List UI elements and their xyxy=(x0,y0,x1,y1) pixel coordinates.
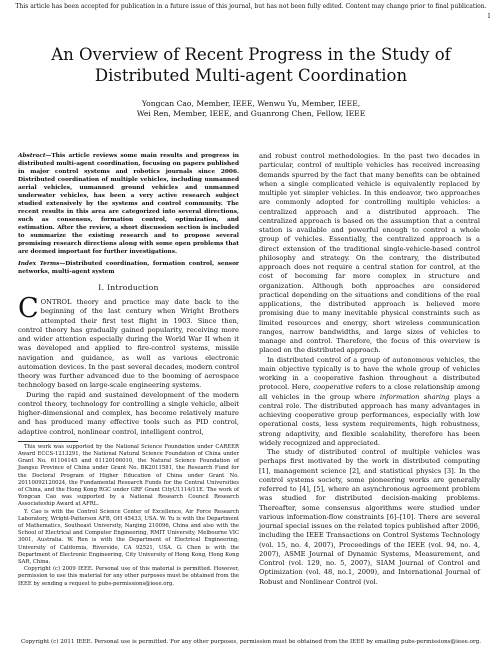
title-line-1: An Overview of Recent Progress in the Study of xyxy=(51,45,451,64)
emphasis-cooperative: cooperative xyxy=(313,383,354,392)
right-paragraph-2-part-c: plays a central role. The distributed approach has many advantages in achieving cooperative group performances, especially with low operational costs, less system requirements, high robustness, strong adaptivity, and flexible scalability, therefore has been widely recognized and appreciated. xyxy=(259,392,480,447)
footnote-affiliations: Y. Cao is with the Control Science Center of Excellence, Air Force Research Laboratory, Wright-Patterson AFB, OH 45433, USA. W. Yu is with the Department of Mathematics, Southeast University, Nanjing 210096, China and also with the School of Electrical and Computer Engineering, RMIT University, Melbourne VIC 3001, Australia. W. Ren is with the Department of Electrical Engineering, University of California, Riverside, CA 92521, USA. G. Chen is with the Department of Electronic Engineering, City University of Hong Kong, Hong Kong SAR, China. xyxy=(18,508,239,565)
authors-line-2: Wei Ren, Member, IEEE, and Guanrong Chen, Fellow, IEEE xyxy=(136,109,366,118)
section-heading-introduction: I. Introduction xyxy=(98,283,159,292)
authors-line-1: Yongcan Cao, Member, IEEE, Wenwu Yu, Member, IEEE, xyxy=(141,99,361,108)
intro-paragraph-1-text: ONTROL theory and practice may date back to the beginning of the last century when Wright Brothers attempted their first test flight in 1903. Since then, control theory has gradually gained popularity, receiving more and wider attention especially during the World War II when it was developed and applied to fire-control systems, missile navigation and guidance, as well as various electronic automation devices. In the past several decades, modern control theory was further advanced due to the booming of aerospace technology based on large-scale engineering systems. xyxy=(18,298,239,390)
index-terms-label: Index Terms xyxy=(18,261,60,267)
abstract-text: —This article reviews some main results and progress in distributed multi-agent coordination, focusing on papers published in major control systems and robotics journals since 2006. Distributed coordination of multiple vehicles, including unmanned aerial vehicles, unmanned ground vehicles and unmanned underwater vehicles, has been a very active research subject studied extensively by the systems and control community. The recent results in this area are categorized into several directions, such as consensus, formation control, optimization, and estimation. After the review, a short discussion section is included to summarize the existing research and to propose several promising research directions along with some open problems that are deemed important for further investigations. xyxy=(18,153,239,255)
right-paragraph-2-part-b: refers to a close relationship among all vehicles in the group where xyxy=(259,383,481,401)
publication-status-banner: This article has been accepted for publication in a future issue of this journal, but has not been fully edited. Content may change prior to final publication. xyxy=(15,3,487,10)
abstract xyxy=(18,152,239,256)
page-number: 1 xyxy=(487,13,491,20)
title-line-2: Distributed Multi-agent Coordination xyxy=(94,66,408,85)
drop-cap: C xyxy=(18,293,39,324)
intro-paragraph-2: During the rapid and sustained development of the modern control theory, technology for controlling a single vehicle, albeit higher-dimensional and complex, has become relatively mature and has produced many effective tools such as PID control, adaptive control, nonlinear control, intelligent control, xyxy=(18,390,239,436)
copyright-footer: Copyright (c) 2011 IEEE. Personal use is permitted. For any other purposes, permission must be obtained from the IEEE by emailing pubs-permissions@ieee.org. xyxy=(20,639,482,645)
index-terms xyxy=(18,260,239,276)
author-list xyxy=(0,99,502,119)
right-paragraph-2-part-a: In distributed control of a group of autonomous vehicles, the main objective typically is to have the whole group of vehicles working in a cooperative fashion throughout a distributed protocol. Here, xyxy=(259,355,480,392)
footnote-copyright: Copyright (c) 2009 IEEE. Personal use of this material is permitted. However, permission to use this material for any other purposes must be obtained from the IEEE by sending a request to pubs-permissions@ieee.org. xyxy=(18,566,239,587)
right-paragraph-2 xyxy=(259,356,480,449)
paper-title xyxy=(0,44,502,86)
abstract-label: Abstract xyxy=(18,153,46,159)
footnote-funding: This work was supported by the National Science Foundation under CAREER Award ECCS-1213291, the National Natural Science Foundation of China under Grant No. 61104145 and 61120106010, the Natural Science Foundation of Jiangsu Province of China under Grant No. BK2011581, the Research Fund for the Doctoral Program of Higher Education of China under Grant No. 20110092120024, the Fundamental Research Funds for the Central Universities of China, and the Hong Kong RGC under GRF Grant CityU1114/11E. The work of Yongcan Cao was supported by a National Research Council Research Associateship Award at AFRL. xyxy=(18,443,239,508)
left-column xyxy=(18,152,239,588)
index-terms-text: —Distributed coordination, formation control, sensor networks, multi-agent system xyxy=(18,261,239,275)
right-column xyxy=(259,152,480,587)
right-paragraph-1: and robust control methodologies. In the past two decades in particular, control of multiple vehicles has received increasing demands spurred by the fact that many benefits can be obtained when a single complicated vehicle is equivalently replaced by multiple yet simpler vehicles. In this endeavor, two approaches are commonly adopted for controlling multiple vehicles: a centralized approach and a distributed approach. The centralized approach is based on the assumption that a central station is available and powerful enough to control a whole group of vehicles. Essentially, the centralized approach is a direct extension of the traditional single-vehicle-based control philosophy and strategy. On the contrary, the distributed approach does not require a central station for control, at the cost of becoming far more complex in structure and organization. Although both approaches are considered practical depending on the situations and conditions of the real applications, the distributed approach is believed more promising due to many inevitable physical constraints such as limited resources and energy, short wireless communication ranges, narrow bandwidths, and large sizes of vehicles to manage and control. Therefore, the focus of this overview is placed on the distributed approach. xyxy=(259,152,480,355)
emphasis-information-sharing: information sharing xyxy=(379,392,450,401)
intro-paragraph-1 xyxy=(18,293,239,391)
right-paragraph-3: The study of distributed control of multiple vehicles was perhaps first motivated by the work in distributed computing [1], management science [2], and statistical physics [3]. In the control systems society, some pioneering works are generally referred to [4], [5], where an asynchronous agreement problem was studied for distributed decision-making problems. Thereafter, some consensus algorithms were studied under various information-flow constraints [6]–[10]. There are several journal special issues on the related topics published after 2006, including the IEEE Transactions on Control Systems Technology (vol. 15, no. 4, 2007), Proceedings of the IEEE (vol. 94, no. 4, 2007), ASME Journal of Dynamic Systems, Measurement, and Control (vol. 129, no. 5, 2007), SIAM Journal of Control and Optimization (vol. 48, no.1, 2009), and International Journal of Robust and Nonlinear Control (vol. xyxy=(259,448,480,586)
footnote-divider xyxy=(18,441,78,442)
